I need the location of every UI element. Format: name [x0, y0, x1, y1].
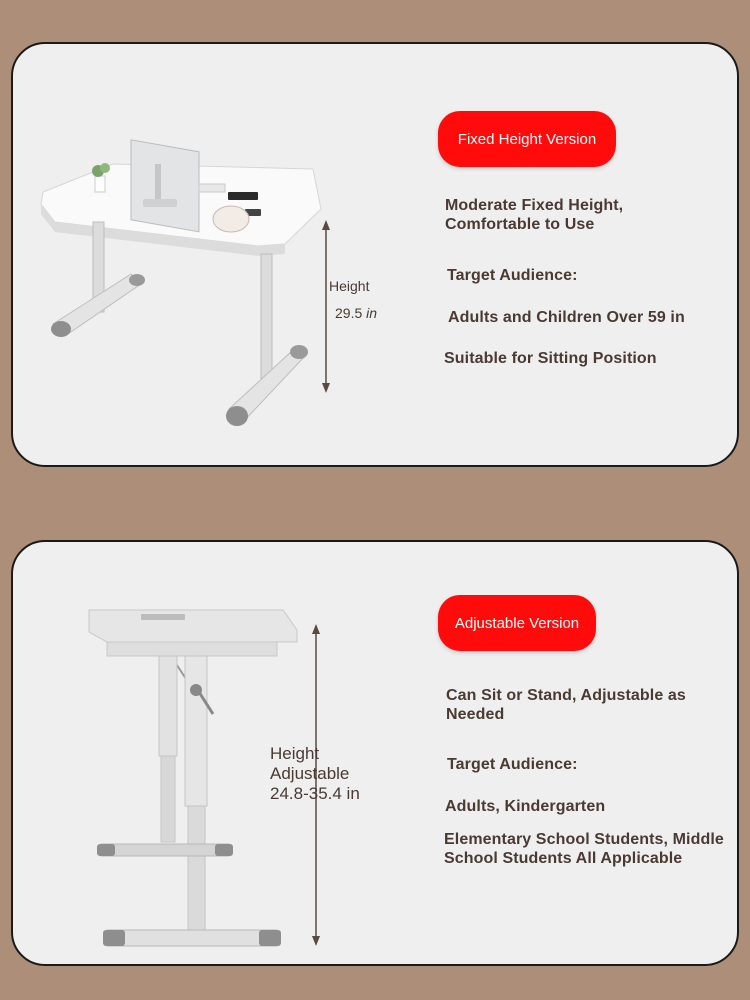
feature-audience-heading: Target Audience:	[447, 756, 578, 773]
feature-students: Elementary School Students, Middle School Students All Applicable	[444, 831, 724, 867]
height-label-line2: Adjustable	[270, 764, 350, 783]
height-unit: in	[366, 305, 378, 321]
feature-audience: Adults and Children Over 59 in	[448, 309, 685, 326]
feature-comfort: Moderate Fixed Height, Comfortable to Use	[445, 197, 624, 233]
adjustable-card	[11, 540, 739, 966]
adjustable-desk-illustration	[13, 542, 739, 966]
feature-audience-adults: Adults, Kindergarten	[445, 798, 606, 815]
adjustable-badge: Adjustable Version	[438, 595, 596, 651]
height-range: 24.8-35.4 in	[270, 784, 360, 803]
height-number: 29.5	[335, 305, 363, 321]
height-value	[335, 305, 377, 321]
feature-audience-heading: Target Audience:	[447, 267, 578, 284]
height-label-line1: Height	[270, 744, 320, 763]
feature-sitting: Suitable for Sitting Position	[444, 350, 657, 367]
fixed-height-card	[11, 42, 739, 467]
fixed-desk-illustration	[13, 44, 739, 467]
feature-sit-stand: Can Sit or Stand, Adjustable as Needed	[446, 687, 686, 723]
fixed-height-badge: Fixed Height Version	[438, 111, 616, 167]
height-adjustable-label	[270, 744, 360, 804]
height-label: Height	[329, 278, 370, 294]
